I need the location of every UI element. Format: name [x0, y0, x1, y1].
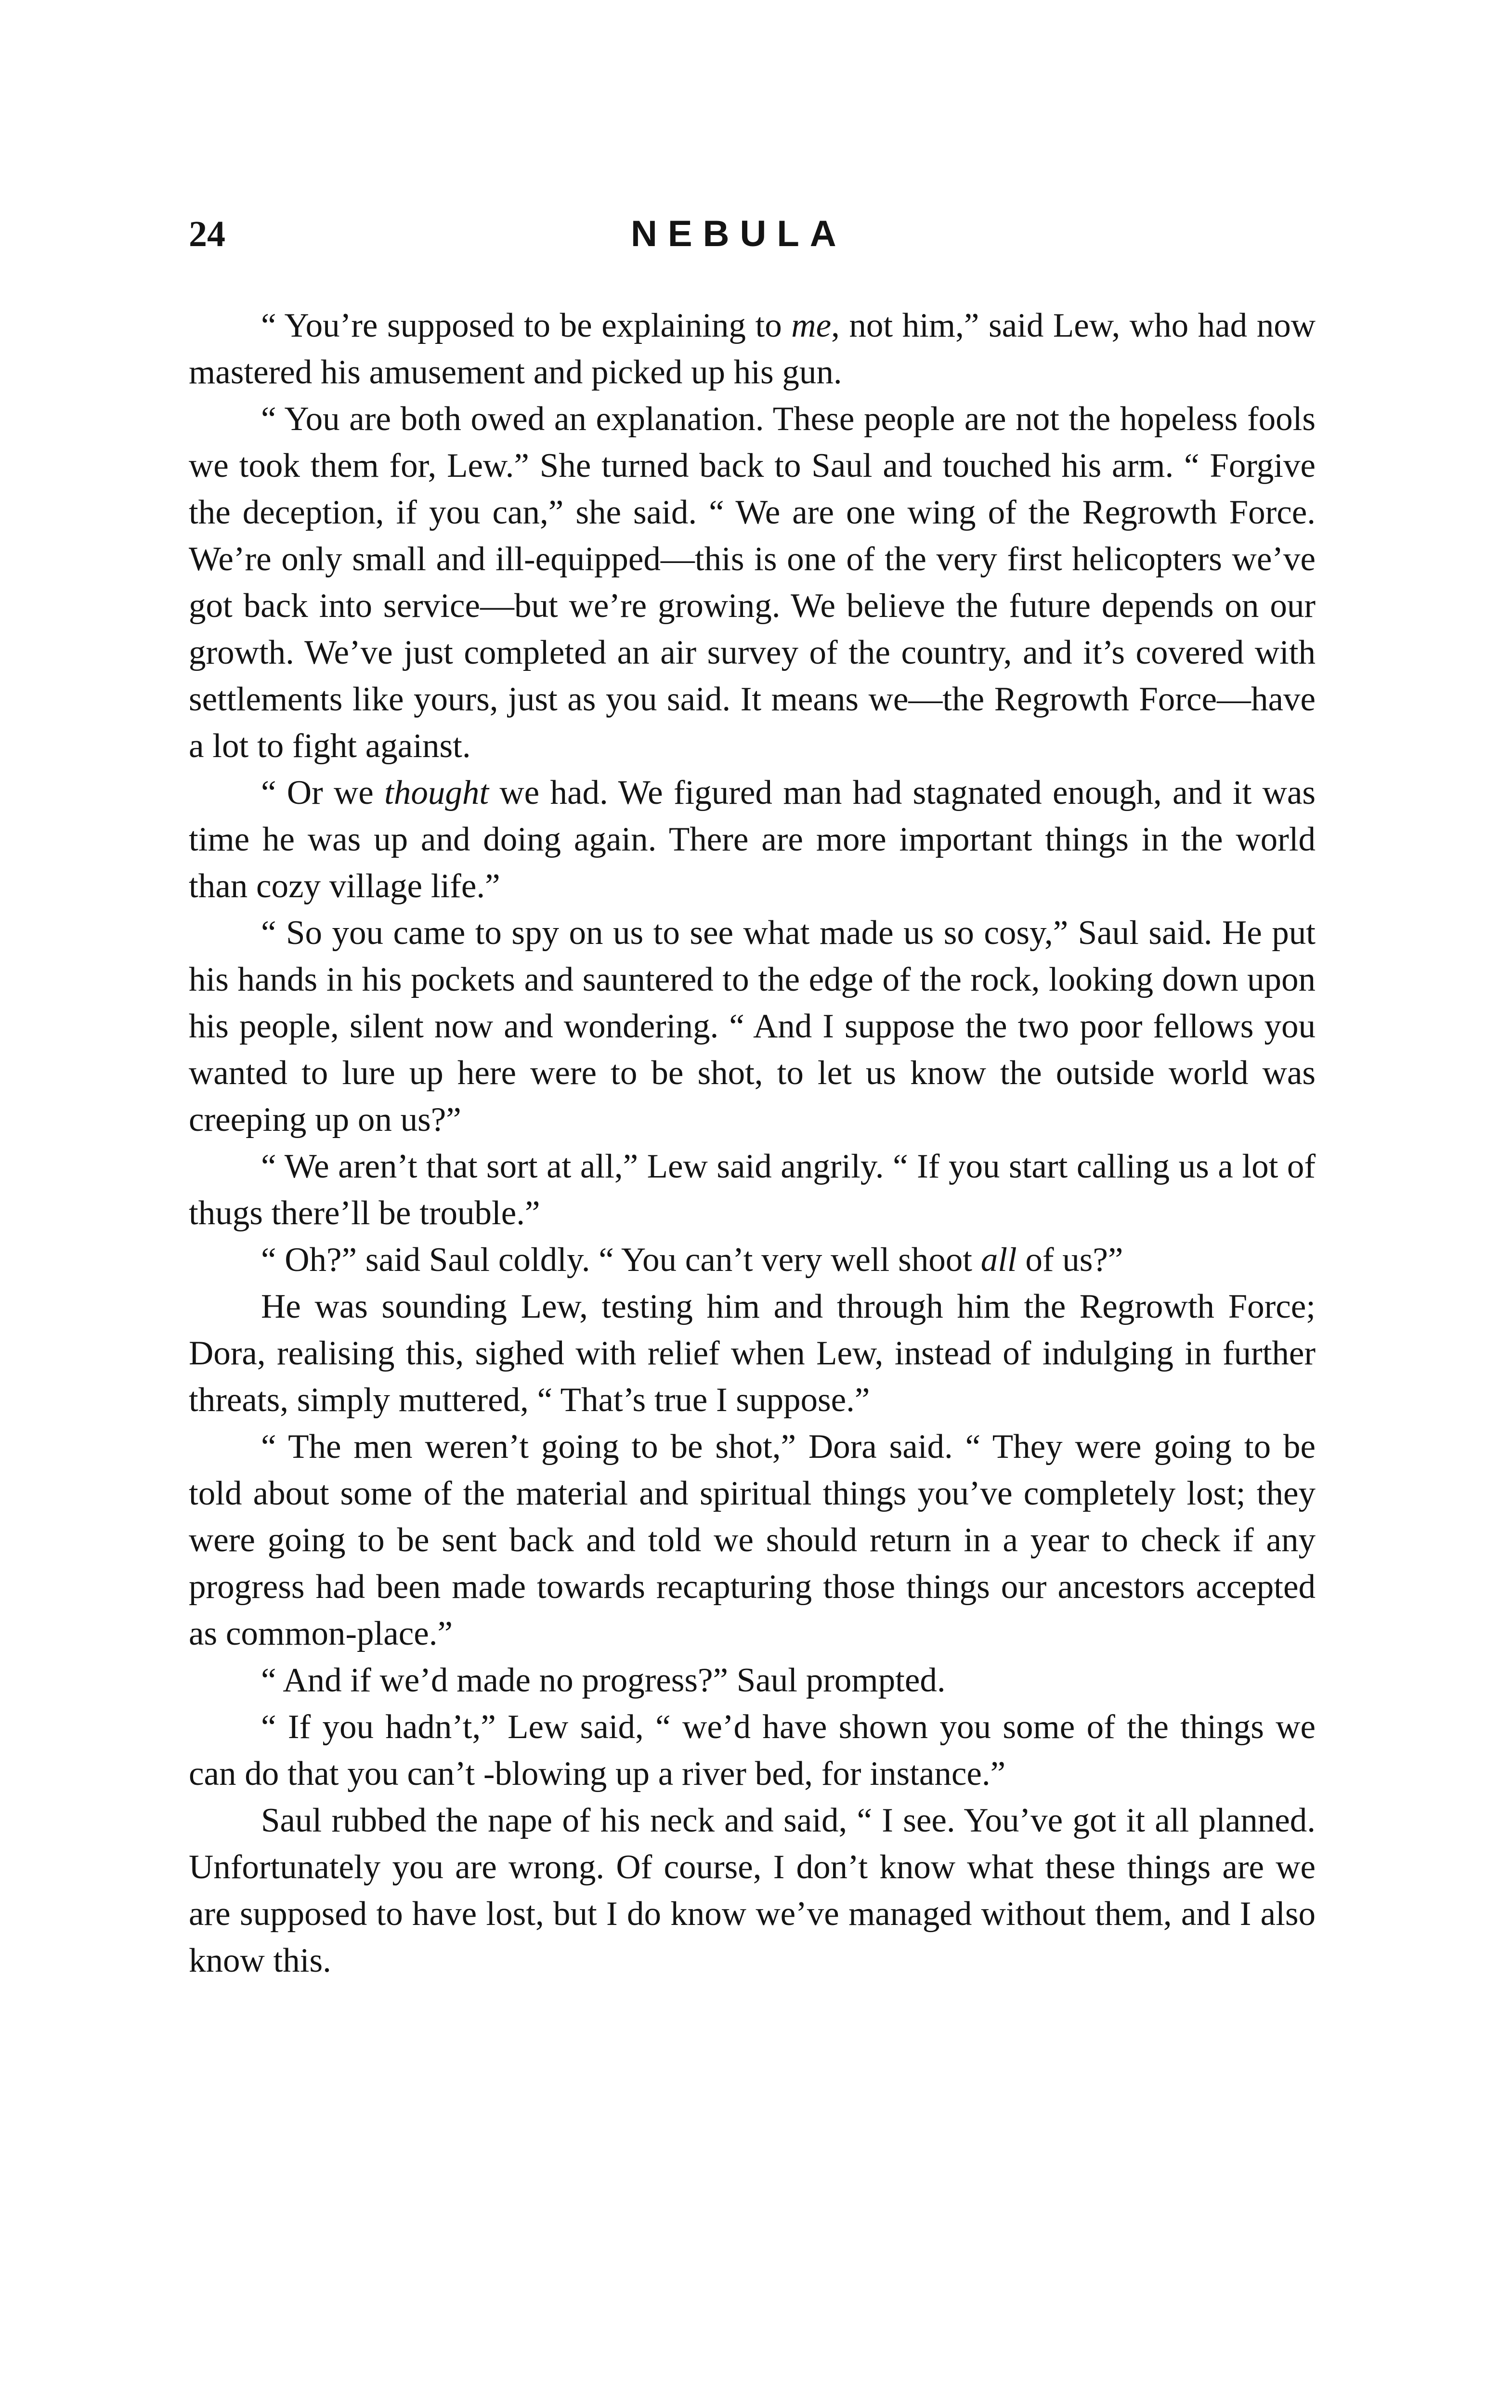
paragraph: “ You’re supposed to be explaining to me, not him,” said Lew, who had now mastered his amusement and picked up his gun.	[189, 307, 1316, 391]
paragraph: “ If you hadn’t,” Lew said, “ we’d have shown you some of the things we can do that you can’t -blowing up a river bed, for instance.”	[189, 1708, 1316, 1793]
body-text	[189, 302, 1316, 1984]
paragraph: “ Oh?” said Saul coldly. “ You can’t very well shoot all of us?”	[261, 1241, 1123, 1279]
paragraph: He was sounding Lew, testing him and through him the Regrowth Force; Dora, realising this, sighed with relief when Lew, instead of indulging in further threats, simply muttered, “ That’s true I suppose.”	[189, 1288, 1316, 1419]
paragraph: Saul rubbed the nape of his neck and said, “ I see. You’ve got it all planned. Unfortunately you are wrong. Of course, I don’t know what these things are we are supposed to have lost, but I do know we’ve managed without them, and I also know this.	[189, 1802, 1316, 1979]
paragraph: “ We aren’t that sort at all,” Lew said angrily. “ If you start calling us a lot of thugs there’ll be trouble.”	[189, 1148, 1316, 1232]
page-number: 24	[189, 214, 225, 254]
paragraph: “ So you came to spy on us to see what made us so cosy,” Saul said. He put his hands in his pockets and sauntered to the edge of the rock, looking down upon his people, silent now and wondering. “ And I suppose the two poor fellows you wanted to lure up here were to be shot, to let us know the outside world was creeping up on us?”	[189, 914, 1316, 1139]
paragraph: “ You are both owed an explanation. These people are not the hopeless fools we took them for, Lew.” She turned back to Saul and touched his arm. “ Forgive the deception, if you can,” she said. “ We are one wing of the Regrowth Force. We’re only small and ill-equipped—this is one of the very first helicopters we’ve got back into service—but we’re growing. We believe the future depends on our growth. We’ve just completed an air survey of the country, and it’s covered with settlements like yours, just as you said. It means we—the Regrowth Force—have a lot to fight against.	[189, 400, 1316, 765]
running-title: NEBULA	[631, 213, 847, 254]
paragraph: “ The men weren’t going to be shot,” Dora said. “ They were going to be told about some of the material and spiritual things you’ve completely lost; they were going to be sent back and told we should return in a year to check if any progress had been made towards recapturing those things our ancestors accepted as common-place.”	[189, 1428, 1316, 1652]
paragraph: “ Or we thought we had. We figured man had stagnated enough, and it was time he was up and doing again. There are more important things in the world than cozy village life.”	[189, 774, 1316, 905]
paragraph: “ And if we’d made no progress?” Saul prompted.	[261, 1662, 946, 1699]
